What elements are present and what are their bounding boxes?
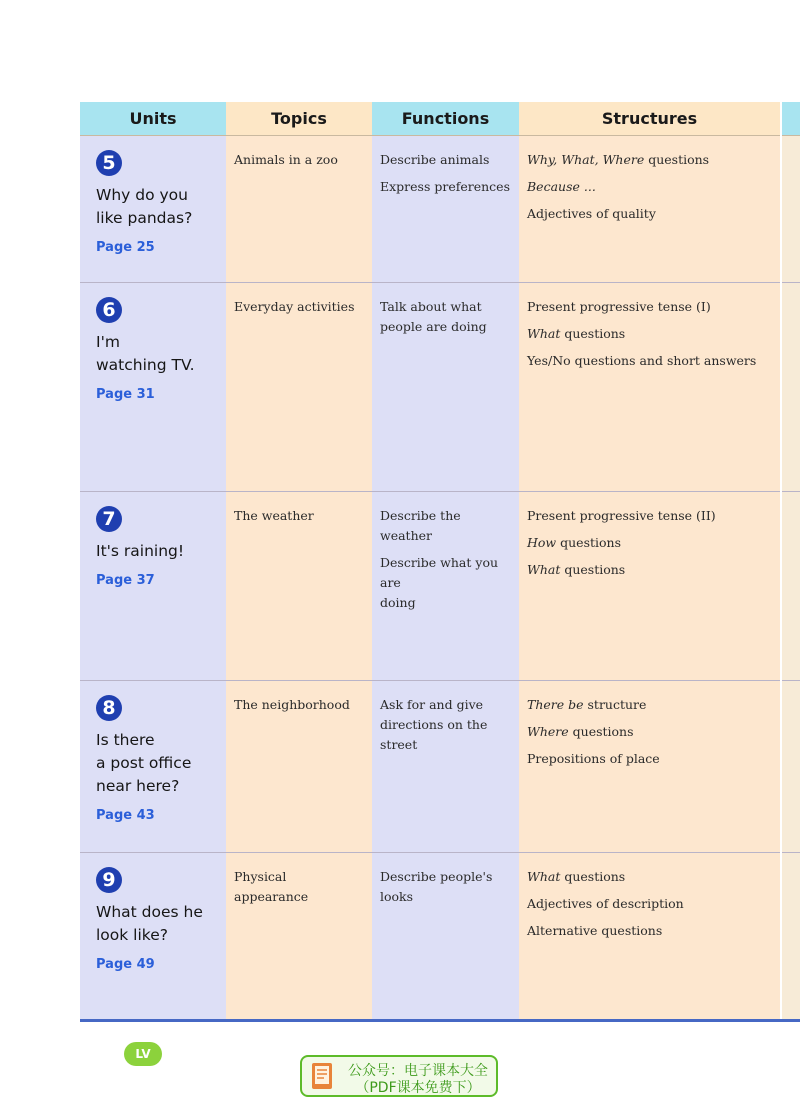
structure-text: structure: [583, 697, 647, 712]
unit-number-badge: 8: [96, 695, 122, 721]
structure-text: questions: [556, 535, 621, 550]
unit-cell: [80, 283, 226, 492]
table-row: [80, 681, 800, 853]
structure-text: questions: [644, 152, 710, 167]
structure-italic: Where: [527, 724, 569, 739]
header-functions: Functions: [372, 102, 519, 136]
structure-italic: What: [527, 562, 561, 577]
unit-page-link[interactable]: Page 25: [96, 240, 155, 255]
topics-cell: [226, 136, 372, 283]
structure-item: [527, 351, 774, 371]
topics-cell: [226, 853, 372, 1021]
structure-item: [527, 177, 774, 197]
table-header-row: [80, 102, 800, 136]
functions-cell: [372, 283, 519, 492]
edge-cell: [781, 853, 800, 1021]
structure-italic: Because ...: [527, 179, 596, 194]
structure-text: Present progressive tense (I): [527, 299, 711, 314]
table-row: [80, 136, 800, 283]
wechat-line-2: （PDF课本免费下）: [355, 1080, 481, 1096]
unit-title: Is there a post office near here?: [96, 731, 192, 795]
function-item: Describe people's looks: [380, 869, 493, 904]
contents-table: [80, 102, 800, 1022]
unit-number-badge: 5: [96, 150, 122, 176]
structure-item: [527, 894, 774, 914]
unit-title: Why do you like pandas?: [96, 186, 193, 227]
unit-number-badge: 7: [96, 506, 122, 532]
structure-text: Adjectives of description: [527, 896, 684, 911]
functions-cell: [372, 853, 519, 1021]
topics-cell: [226, 283, 372, 492]
unit-title: It's raining!: [96, 542, 185, 560]
unit-page-link[interactable]: Page 49: [96, 957, 155, 972]
structure-item: [527, 560, 774, 580]
structure-text: Adjectives of quality: [527, 206, 656, 221]
structure-item: [527, 695, 774, 715]
structure-item: [527, 324, 774, 344]
structure-item: [527, 150, 774, 170]
unit-number-badge: 6: [96, 297, 122, 323]
structures-cell: [519, 853, 781, 1021]
unit-page-link[interactable]: Page 43: [96, 808, 155, 823]
edge-cell: [781, 283, 800, 492]
structure-text: Prepositions of place: [527, 751, 660, 766]
unit-page-link[interactable]: Page 37: [96, 573, 155, 588]
header-topics: Topics: [226, 102, 372, 136]
structure-text: Alternative questions: [527, 923, 663, 938]
edge-cell: [781, 681, 800, 853]
structure-item: [527, 722, 774, 742]
unit-number-badge: 9: [96, 867, 122, 893]
function-item: Talk about what people are doing: [380, 299, 487, 334]
structure-item: [527, 921, 774, 941]
header-units: Units: [80, 102, 226, 136]
topics-cell: [226, 681, 372, 853]
function-item: Describe the weather: [380, 508, 461, 543]
structures-cell: [519, 681, 781, 853]
functions-cell: [372, 136, 519, 283]
structure-text: questions: [560, 326, 626, 341]
structures-cell: [519, 283, 781, 492]
structure-item: [527, 867, 774, 887]
function-item: Ask for and give directions on the street: [380, 697, 488, 752]
structure-item: [527, 749, 774, 769]
header-edge: [781, 102, 800, 136]
unit-cell: [80, 681, 226, 853]
structure-text: Yes/No questions and short answers: [527, 353, 757, 368]
structure-item: [527, 297, 774, 317]
unit-title: What does he look like?: [96, 903, 203, 944]
header-structures: Structures: [519, 102, 781, 136]
structure-italic: Why, What, Where: [527, 152, 645, 167]
wechat-banner: [300, 1055, 498, 1097]
topic-text: The neighborhood: [234, 697, 350, 712]
function-item: Express preferences: [380, 179, 510, 194]
book-icon: [310, 1061, 336, 1091]
unit-cell: [80, 136, 226, 283]
function-item: Describe animals: [380, 152, 490, 167]
unit-title: I'm watching TV.: [96, 333, 195, 374]
wechat-line-1: 公众号：电子课本大全: [348, 1063, 488, 1079]
functions-cell: [372, 681, 519, 853]
topic-text: Everyday activities: [234, 299, 355, 314]
topic-text: The weather: [234, 508, 314, 523]
function-item: Describe what you are doing: [380, 555, 499, 610]
structure-text: Present progressive tense (II): [527, 508, 716, 523]
topic-text: Physical appearance: [234, 869, 309, 904]
edge-cell: [781, 136, 800, 283]
edge-cell: [781, 492, 800, 681]
unit-cell: [80, 853, 226, 1021]
structure-italic: What: [527, 869, 561, 884]
structures-cell: [519, 492, 781, 681]
structure-italic: There be: [527, 697, 584, 712]
structures-cell: [519, 136, 781, 283]
table-row: [80, 492, 800, 681]
structure-text: questions: [560, 869, 626, 884]
table-row: [80, 853, 800, 1021]
structure-italic: How: [527, 535, 557, 550]
table-row: [80, 283, 800, 492]
structure-text: questions: [568, 724, 634, 739]
structure-italic: What: [527, 326, 561, 341]
structure-item: [527, 533, 774, 553]
unit-page-link[interactable]: Page 31: [96, 387, 155, 402]
structure-text: questions: [560, 562, 626, 577]
topic-text: Animals in a zoo: [234, 152, 338, 167]
page-number-badge: LV: [124, 1042, 162, 1066]
unit-cell: [80, 492, 226, 681]
structure-item: [527, 204, 774, 224]
functions-cell: [372, 492, 519, 681]
topics-cell: [226, 492, 372, 681]
structure-item: [527, 506, 774, 526]
